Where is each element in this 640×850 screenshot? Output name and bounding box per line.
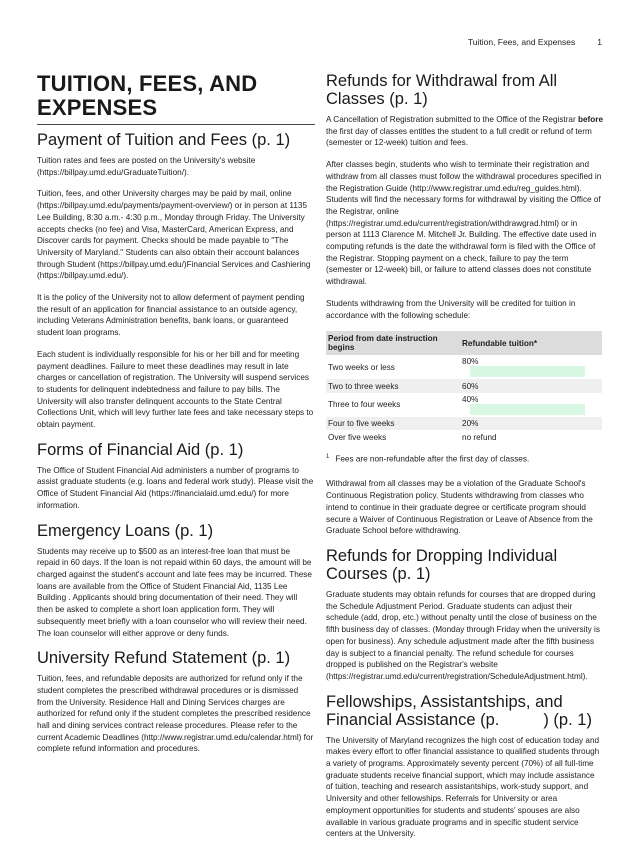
section-financial-aid bbox=[37, 441, 315, 512]
text-run: A Cancellation of Registration submitted to the Office of the Registrar bbox=[326, 115, 578, 124]
heading-part: Fellowships, Assistantships, and Financial Assistance (p. bbox=[326, 692, 563, 729]
footnote-mark: 1 bbox=[326, 453, 330, 460]
section-heading[interactable]: Forms of Financial Aid (p. 1) bbox=[37, 440, 244, 459]
refund-cell bbox=[460, 393, 602, 417]
paragraph: Students withdrawing from the University will be credited for tuition in accordance with the following schedule: bbox=[326, 298, 576, 320]
paragraph bbox=[326, 114, 603, 149]
section-payment bbox=[37, 131, 315, 431]
refund-value: 20% bbox=[462, 419, 479, 428]
section-heading[interactable]: Refunds for Dropping Individual Courses (p. 1) bbox=[326, 547, 558, 583]
refund-cell bbox=[460, 417, 602, 431]
section-emergency-loans bbox=[37, 522, 315, 640]
emphasis-before: before bbox=[577, 115, 604, 124]
period-cell: Two weeks or less bbox=[328, 362, 395, 372]
paragraph: Tuition rates and fees are posted on the University's website (https://billpay.umd.edu/GraduateTuition/). bbox=[37, 156, 256, 177]
section-heading[interactable]: Refunds for Withdrawal from All Classes (p. 1) bbox=[326, 72, 558, 108]
table-row bbox=[326, 430, 602, 444]
paragraph: Students may receive up to $500 as an interest-free loan that must be repaid in 60 days. If the loan is not repaid within 60 days, the amount will be charged against the student's account and late fees may be incurred. These loans are available from the Office of Student Financial Aid, 1135 Lee Building . Applicants should bring documentation of their need. They will then be asked to complete a short loan application form. They will subsequently meet briefly with a loan counselor who will review their need. The loan counselor will either approve or deny funds. bbox=[37, 546, 312, 638]
left-column bbox=[37, 72, 315, 765]
refund-schedule-table bbox=[326, 331, 602, 444]
section-refund-statement bbox=[37, 649, 315, 755]
refund-value: 60% bbox=[462, 381, 479, 391]
paragraph: Graduate students may obtain refunds for courses that are dropped during the Schedule Adjustment Period. Graduate students can adjust their schedule (add, drop, etc.) without penalty until the close of business on the fifth business day of classes. (Monday through Friday when the university is open for business). Any schedule adjustment made after the fifth business day is subject to a financial penalty. The refund schedule for courses dropped is published on the Registrar's website (https://registrar.umd.edu/current/registration/ScheduleAdjustment.html). bbox=[326, 590, 600, 681]
running-header-title: Tuition, Fees, and Expenses bbox=[467, 37, 576, 47]
table-row bbox=[326, 379, 602, 393]
section-heading[interactable]: Emergency Loans (p. 1) bbox=[37, 521, 214, 540]
refund-value: 40% bbox=[462, 394, 479, 404]
document-title: TUITION, FEES, AND EXPENSES bbox=[37, 72, 315, 125]
table-row bbox=[326, 417, 602, 431]
paragraph: Tuition, fees, and other University charges may be paid by mail, online (https://billpay.umd.edu/payments/payment-overview/) or in person at 1135 Lee Building, 8:30 a.m.- 4:30 p.m., Monday through Friday. The University accepts checks (no fee) and Visa, MasterCard, American Express, and Discover cards for payment. Checks should be made payable to "The University of Maryland." Students can also obtain their account balances through Student (https://billpay.umd.edu/)Financial Services and Cashiering (https://billpay.umd.edu/). bbox=[37, 189, 311, 281]
period-cell: Three to four weeks bbox=[328, 400, 401, 410]
paragraph: The Office of Student Financial Aid administers a number of programs to assist graduate students (e.g. loans and federal work study). Please visit the Office of Student Financial Aid (https://financialaid.umd.edu/) for more information. bbox=[37, 465, 314, 510]
text-run: the first day of classes entitles the student to a full credit or refund of term (semester or 12-week) tuition and fees. bbox=[326, 126, 592, 148]
section-heading[interactable]: Payment of Tuition and Fees (p. 1) bbox=[37, 131, 291, 149]
refund-highlight-bar bbox=[470, 366, 585, 377]
refund-cell bbox=[460, 430, 602, 444]
table-row bbox=[326, 393, 602, 417]
section-dropping-courses bbox=[326, 547, 603, 683]
refund-value: 80% bbox=[462, 357, 479, 367]
heading-part: ) (p. 1) bbox=[543, 710, 592, 729]
section-withdrawal bbox=[326, 72, 603, 537]
paragraph: It is the policy of the University not to allow deferment of payment pending the result of an application for financial assistance to an outside agency, including Veterans Administration benefits, bank loans, or guaranteed student loan programs. bbox=[37, 293, 305, 338]
right-column bbox=[326, 72, 603, 850]
paragraph: The University of Maryland recognizes the high cost of education today and makes every effort to offer financial assistance to qualified students through a variety of programs. Approximately seventy percent (70%) of all full-time graduate students receive financial support, which may include assistance of tuition, teaching and research assistantships, work-study support, and University and other fellowships. Referrals for University or area employment opportunities for students and students' spouses are also available in various graduate programs and in specific student service centers at the University. bbox=[326, 735, 600, 839]
page-number: 1 bbox=[597, 37, 602, 47]
section-heading[interactable]: University Refund Statement (p. 1) bbox=[37, 649, 291, 668]
section-heading[interactable] bbox=[326, 693, 603, 729]
column-header-refund: Refundable tuition* bbox=[460, 331, 602, 355]
column-header-period: Period from date instruction begins bbox=[326, 331, 460, 355]
footnote-text: Fees are non-refundable after the first day of classes. bbox=[335, 454, 530, 464]
footnote bbox=[326, 452, 603, 465]
table-row bbox=[326, 355, 602, 379]
section-fellowships bbox=[326, 693, 603, 840]
running-header bbox=[468, 37, 602, 47]
paragraph: Tuition, fees, and refundable deposits are authorized for refund only if the student completes the prescribed withdrawal procedures or is dismissed from the University. Residence Hall and Dining Services charges are authorized for refund only if the student completes the prescribed residence hall and dining services contract release procedures. Please refer to the current Academic Deadlines (http://www.registrar.umd.edu/calendar.html) for complete refund information and procedures. bbox=[37, 674, 314, 754]
paragraph: After classes begin, students who wish to terminate their registration and withdraw from all classes must follow the withdrawal procedures specified in the Registration Guide (http://www.registrar.umd.edu/reg_guides.html). Students will find the necessary forms for withdrawal by visiting the Office of the Registrar, online (https://registrar.umd.edu/current/registration/withdrawgrad.html) or in person at 1113 Clarence M. Mitchell Jr. Building. The effective date used in computing refunds is the date the withdrawal form is filed with the Office of the Registrar. Stopping payment on a check, failure to pay the term (semester or 12-week) bill, or failure to attend classes does not constitute withdrawal. bbox=[326, 160, 602, 287]
table-header-row bbox=[326, 331, 602, 355]
period-cell: Over five weeks bbox=[328, 432, 387, 442]
refund-highlight-bar bbox=[470, 404, 585, 415]
refund-cell bbox=[460, 355, 602, 379]
period-cell: Four to five weeks bbox=[326, 417, 460, 431]
paragraph: Each student is individually responsible for his or her bill and for meeting payment deadlines. Failure to meet these deadlines may result in late charges or cancellation of registration. The University will suspend services to students for delinquent indebtedness and failure to pay bills. The University will also transfer delinquent accounts to the State Central Collections Unit, which will levy further late fees and take necessary steps to obtain payment. bbox=[37, 349, 314, 430]
paragraph: Withdrawal from all classes may be a violation of the Graduate School's Continuous Registration policy. Students withdrawing from classes who intend to continue in their graduate degree or certificate program should secure a Waiver of Continuous Registration or Leave of Absence from the Graduate School before withdrawing. bbox=[326, 479, 593, 536]
period-cell: Two to three weeks bbox=[326, 379, 460, 393]
refund-value: no refund bbox=[462, 432, 497, 442]
refund-cell bbox=[460, 379, 602, 393]
